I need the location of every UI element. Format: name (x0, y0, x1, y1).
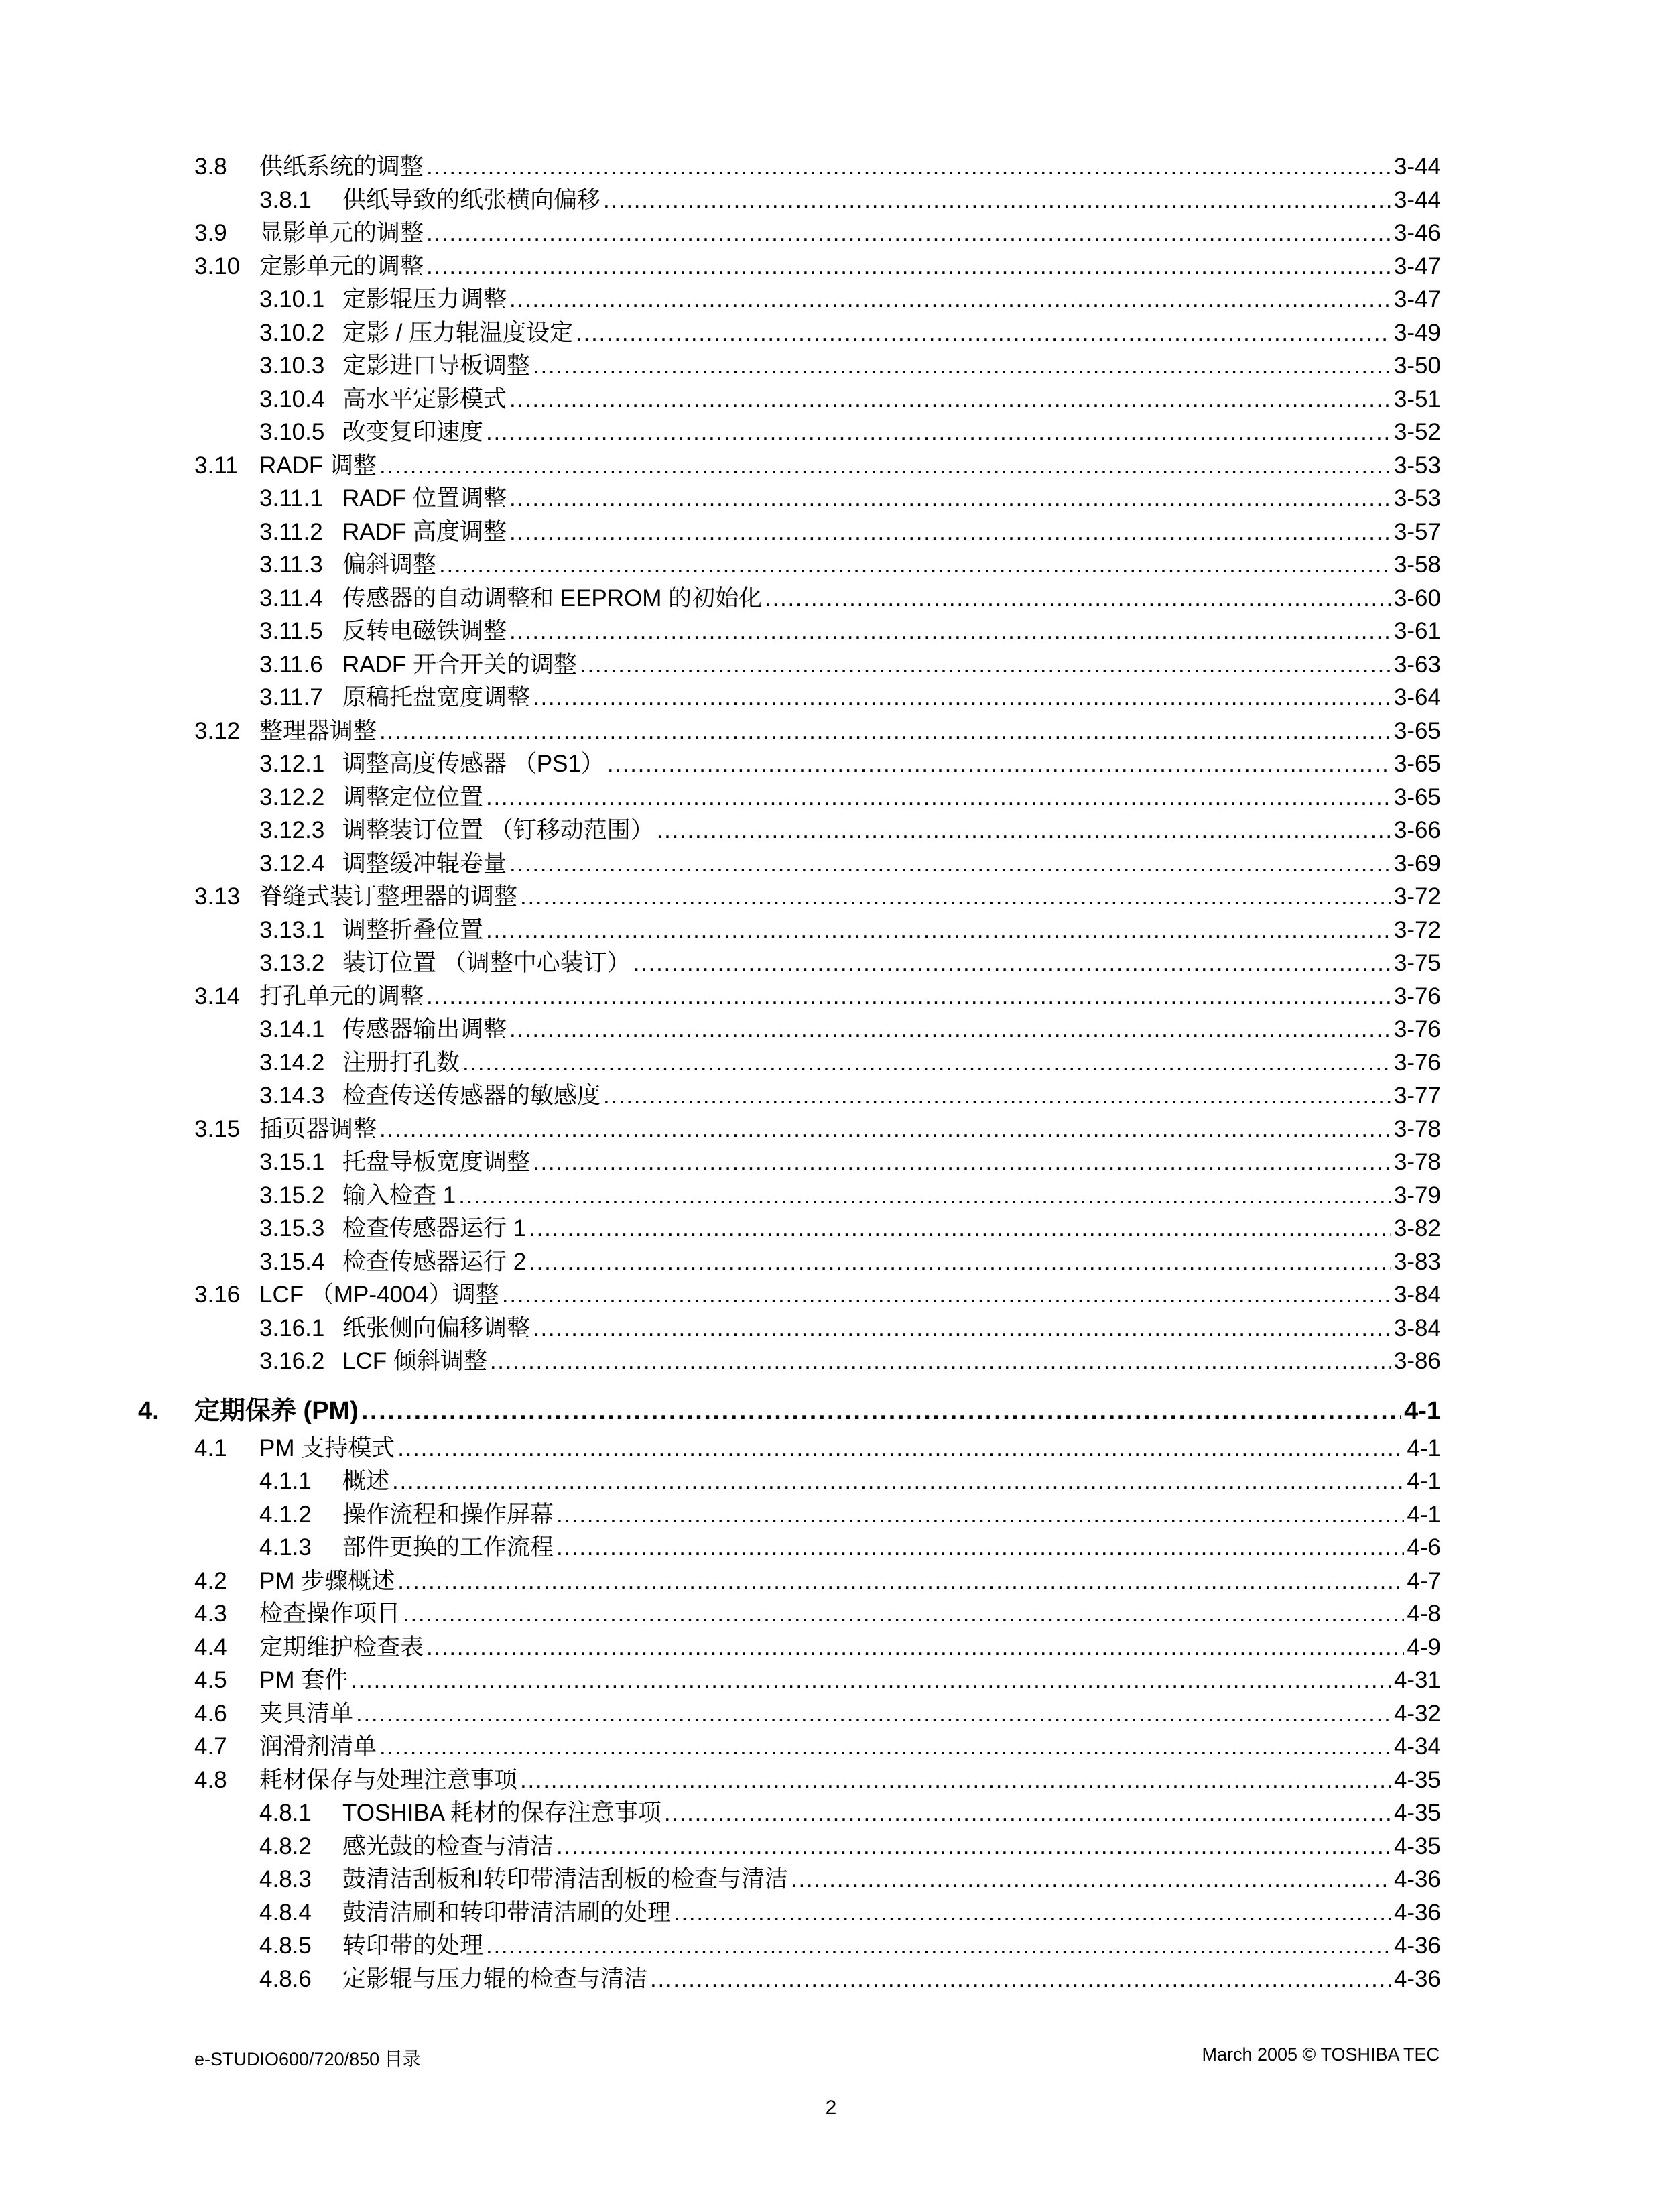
toc-dot-leader (509, 615, 1391, 648)
toc-entry-title: 定影 / 压力辊温度设定 (342, 319, 574, 346)
toc-entry-title: 鼓清洁刮板和转印带清洁刮板的检查与清洁 (342, 1866, 789, 1892)
toc-entry-page: 4-35 (1393, 1766, 1441, 1793)
toc-entry-number: 3.13.2 (259, 950, 325, 976)
toc-entry[interactable] (194, 1796, 1441, 1830)
toc-entry-number: 3.12.1 (259, 751, 325, 777)
toc-entry-number: 3.8 (194, 153, 227, 180)
toc-entry[interactable] (194, 150, 1441, 184)
toc-entry-title: 供纸导致的纸张横向偏移 (342, 186, 601, 213)
toc-entry-page: 3-84 (1393, 1282, 1441, 1308)
toc-entry-title: LCF 倾斜调整 (342, 1348, 487, 1374)
toc-dot-leader (509, 515, 1391, 549)
toc-entry-page: 4-36 (1393, 1899, 1441, 1926)
toc-dot-leader (379, 715, 1391, 748)
toc-chapter-entry[interactable] (138, 1393, 1441, 1429)
toc-entry-title: 插页器调整 (259, 1115, 377, 1142)
toc-entry-page: 3-53 (1393, 452, 1441, 479)
toc-entry-number: 4.8.2 (259, 1833, 312, 1859)
toc-dot-leader (529, 1245, 1391, 1279)
toc-entry[interactable] (194, 1079, 1441, 1113)
toc-entry-title: 部件更换的工作流程 (342, 1534, 554, 1560)
toc-entry[interactable] (194, 1013, 1441, 1046)
toc-entry-title: TOSHIBA 耗材的保存注意事项 (342, 1800, 661, 1826)
toc-entry-page: 3-66 (1393, 817, 1441, 843)
toc-entry[interactable] (194, 946, 1441, 980)
toc-entry-title: 定期维护检查表 (259, 1634, 424, 1660)
toc-dot-leader (520, 880, 1391, 914)
toc-entry-page: 3-64 (1393, 684, 1441, 711)
toc-dot-leader (633, 946, 1391, 980)
toc-entry-title: 托盘导板宽度调整 (342, 1149, 531, 1175)
toc-dot-leader (490, 1345, 1391, 1378)
toc-entry-number: 3.12.3 (259, 817, 325, 843)
table-of-contents (138, 150, 1441, 1995)
page-number: 2 (825, 2097, 837, 2119)
toc-entry[interactable] (194, 1896, 1441, 1930)
toc-entry[interactable] (194, 217, 1441, 250)
toc-entry[interactable] (194, 1631, 1441, 1664)
toc-entry-page: 3-58 (1393, 552, 1441, 578)
toc-entry-page: 3-49 (1393, 319, 1441, 346)
toc-entry-number: 3.11.7 (259, 684, 323, 711)
toc-dot-leader (426, 1631, 1404, 1664)
toc-entry-number: 3.15.2 (259, 1182, 325, 1209)
toc-dot-leader (603, 1079, 1391, 1113)
footer-copyright: March 2005 © TOSHIBA TEC (1202, 2044, 1440, 2065)
toc-entry-title: RADF 开合开关的调整 (342, 651, 578, 678)
toc-dot-leader (520, 1764, 1391, 1797)
toc-entry-page: 3-65 (1393, 717, 1441, 744)
toc-entry-title: PM 套件 (259, 1667, 348, 1693)
toc-dot-leader (426, 980, 1391, 1013)
toc-entry[interactable] (194, 1465, 1441, 1498)
toc-entry-number: 3.12 (194, 717, 241, 744)
toc-dot-leader (361, 1393, 1401, 1429)
toc-entry-number: 4.5 (194, 1667, 227, 1693)
toc-entry-page: 3-69 (1393, 850, 1441, 877)
toc-dot-leader (350, 1664, 1391, 1697)
toc-entry-number: 4.1.2 (259, 1501, 312, 1528)
toc-entry-number: 3.8.1 (259, 186, 312, 213)
toc-dot-leader (791, 1863, 1391, 1896)
toc-entry-page: 4-34 (1393, 1733, 1441, 1760)
toc-entry-title: 传感器的自动调整和 EEPROM 的初始化 (342, 585, 763, 611)
toc-entry-title: RADF 位置调整 (342, 485, 507, 511)
toc-entry-number: 3.10.5 (259, 419, 325, 445)
toc-entry[interactable] (194, 383, 1441, 416)
toc-entry[interactable] (194, 814, 1441, 847)
toc-dot-leader (576, 316, 1391, 350)
toc-entry-page: 3-65 (1393, 784, 1441, 810)
toc-entry[interactable] (194, 1564, 1441, 1598)
toc-entry-number: 4.1 (194, 1434, 227, 1461)
toc-entry-number: 3.11.5 (259, 618, 323, 644)
toc-entry-page: 4-9 (1407, 1634, 1441, 1660)
toc-entry-title: 偏斜调整 (342, 552, 437, 578)
toc-entry-page: 4-1 (1407, 1501, 1441, 1528)
toc-entry-number: 3.10.4 (259, 385, 325, 412)
toc-entry-page: 4-8 (1407, 1601, 1441, 1627)
toc-entry[interactable] (194, 1146, 1441, 1179)
toc-entry-title: 润滑剂清单 (259, 1733, 377, 1760)
toc-entry-page: 4-1 (1407, 1434, 1441, 1461)
toc-dot-leader (674, 1896, 1391, 1930)
toc-entry[interactable] (194, 250, 1441, 284)
toc-entry[interactable] (194, 1245, 1441, 1279)
toc-entry-title: 定影辊与压力辊的检查与清洁 (342, 1965, 648, 1992)
toc-dot-leader (533, 1312, 1391, 1345)
toc-entry-page: 3-61 (1393, 618, 1441, 644)
toc-entry-number: 3.14 (194, 983, 241, 1009)
toc-entry-page: 4-1 (1407, 1468, 1441, 1494)
toc-entry[interactable] (194, 582, 1441, 615)
toc-entry-number: 4.8.1 (259, 1800, 312, 1826)
toc-entry-number: 4.3 (194, 1601, 227, 1627)
toc-entry[interactable] (194, 1764, 1441, 1797)
toc-entry-page: 3-44 (1393, 186, 1441, 213)
toc-entry-page: 4-35 (1393, 1800, 1441, 1826)
toc-entry-title: 概述 (342, 1468, 390, 1494)
toc-entry-page: 4-35 (1393, 1833, 1441, 1859)
toc-entry-page: 4-36 (1393, 1866, 1441, 1892)
toc-entry-title: 检查传感器运行 1 (342, 1215, 527, 1241)
toc-entry-number: 3.11.3 (259, 552, 323, 578)
toc-entry-title: 夹具清单 (259, 1700, 354, 1727)
toc-entry-title: 调整折叠位置 (342, 916, 484, 943)
toc-entry[interactable] (194, 781, 1441, 814)
toc-entry-title: 脊缝式装订整理器的调整 (259, 883, 518, 910)
toc-entry[interactable] (194, 914, 1441, 947)
toc-entry[interactable] (194, 449, 1441, 483)
toc-dot-leader (356, 1697, 1391, 1731)
toc-entry-number: 3.11.1 (259, 485, 323, 511)
toc-entry[interactable] (194, 482, 1441, 515)
toc-dot-leader (439, 548, 1391, 582)
toc-entry-page: 3-78 (1393, 1115, 1441, 1142)
toc-dot-leader (556, 1830, 1391, 1863)
toc-entry[interactable] (194, 1312, 1441, 1345)
toc-entry-title: 原稿托盘宽度调整 (342, 684, 531, 711)
toc-entry-page: 3-60 (1393, 585, 1441, 611)
toc-entry-number: 4.8.5 (259, 1932, 312, 1959)
toc-entry-title: 检查传送传感器的敏感度 (342, 1083, 601, 1109)
toc-dot-leader (509, 482, 1391, 515)
toc-entry-number: 4.8.3 (259, 1866, 312, 1892)
toc-entry-number: 3.16 (194, 1282, 241, 1308)
toc-entry[interactable] (194, 416, 1441, 449)
toc-entry-title: 鼓清洁刷和转印带清洁刷的处理 (342, 1899, 672, 1926)
toc-entry-title: 传感器输出调整 (342, 1016, 507, 1042)
toc-entry-page: 3-79 (1393, 1182, 1441, 1209)
toc-dot-leader (765, 582, 1391, 615)
toc-entry[interactable] (194, 1697, 1441, 1731)
toc-entry[interactable] (194, 1963, 1441, 1996)
toc-entry-title: RADF 调整 (259, 452, 377, 479)
toc-entry-number: 4.7 (194, 1733, 227, 1760)
toc-entry-title: PM 支持模式 (259, 1434, 395, 1461)
toc-dot-leader (509, 383, 1391, 416)
toc-entry-page: 3-72 (1393, 883, 1441, 910)
toc-dot-leader (397, 1432, 1404, 1465)
toc-entry-page: 4-32 (1393, 1700, 1441, 1727)
toc-entry-number: 3.14.1 (259, 1016, 325, 1042)
toc-entry-number: 3.11.6 (259, 651, 323, 678)
toc-dot-leader (533, 681, 1391, 715)
toc-entry-number: 3.14.3 (259, 1083, 325, 1109)
toc-entry[interactable] (194, 349, 1441, 383)
toc-entry[interactable] (194, 980, 1441, 1013)
toc-entry-title: 检查传感器运行 2 (342, 1248, 527, 1275)
toc-entry-title: 高水平定影模式 (342, 385, 507, 412)
toc-entry[interactable] (194, 1730, 1441, 1764)
toc-entry[interactable] (194, 1531, 1441, 1564)
toc-dot-leader (392, 1465, 1404, 1498)
toc-dot-leader (657, 814, 1391, 847)
toc-entry-title: 定影单元的调整 (259, 253, 424, 280)
toc-entry-number: 4.8.6 (259, 1965, 312, 1992)
toc-dot-leader (556, 1531, 1404, 1564)
toc-entry-number: 4.8 (194, 1766, 227, 1793)
toc-entry-number: 3.11.4 (259, 585, 323, 611)
toc-entry-number: 3.11 (194, 452, 239, 479)
toc-dot-leader (458, 1179, 1391, 1213)
toc-entry-page: 4-1 (1404, 1396, 1441, 1425)
toc-entry-page: 4-31 (1393, 1667, 1441, 1693)
toc-entry-page: 3-51 (1393, 385, 1441, 412)
toc-dot-leader (509, 1013, 1391, 1046)
toc-dot-leader (462, 1046, 1391, 1080)
toc-entry-number: 3.16.1 (259, 1314, 325, 1341)
toc-entry[interactable] (194, 184, 1441, 217)
toc-entry[interactable] (194, 747, 1441, 781)
toc-entry[interactable] (194, 1212, 1441, 1245)
toc-entry-title: 定影辊压力调整 (342, 286, 507, 312)
toc-entry[interactable] (194, 1664, 1441, 1697)
toc-entry-page: 3-76 (1393, 1016, 1441, 1042)
toc-entry[interactable] (194, 648, 1441, 682)
toc-entry-page: 3-84 (1393, 1314, 1441, 1341)
toc-entry-title: 打孔单元的调整 (259, 983, 424, 1009)
toc-entry-page: 3-86 (1393, 1348, 1441, 1374)
toc-entry-page: 3-46 (1393, 220, 1441, 246)
toc-entry-title: 定期保养 (PM) (194, 1396, 359, 1425)
toc-entry[interactable] (194, 1278, 1441, 1312)
toc-entry-title: 调整定位位置 (342, 784, 484, 810)
toc-entry-number: 4. (138, 1396, 159, 1425)
toc-entry-number: 3.16.2 (259, 1348, 325, 1374)
toc-dot-leader (403, 1597, 1404, 1631)
toc-entry-title: 调整缓冲辊卷量 (342, 850, 507, 877)
toc-entry-page: 3-75 (1393, 950, 1441, 976)
toc-entry-page: 3-83 (1393, 1248, 1441, 1275)
toc-entry-title: 改变复印速度 (342, 419, 484, 445)
toc-entry-title: 调整装订位置 （钉移动范围） (342, 817, 654, 843)
toc-entry-title: 供纸系统的调整 (259, 153, 424, 180)
toc-entry-title: 装订位置 （调整中心装订） (342, 950, 631, 976)
toc-dot-leader (486, 416, 1391, 449)
toc-entry-title: 定影进口导板调整 (342, 353, 531, 379)
toc-entry[interactable] (194, 1830, 1441, 1863)
toc-dot-leader (533, 349, 1391, 383)
toc-entry-page: 3-76 (1393, 1049, 1441, 1076)
toc-entry-title: 检查操作项目 (259, 1601, 401, 1627)
toc-entry-page: 3-57 (1393, 518, 1441, 545)
toc-entry[interactable] (194, 515, 1441, 549)
toc-entry-title: 纸张侧向偏移调整 (342, 1314, 531, 1341)
toc-entry-number: 3.9 (194, 220, 227, 246)
toc-entry-page: 3-82 (1393, 1215, 1441, 1241)
toc-entry-page: 4-7 (1407, 1567, 1441, 1594)
toc-entry-title: 整理器调整 (259, 717, 377, 744)
toc-entry-number: 3.15.4 (259, 1248, 325, 1275)
toc-entry-number: 3.11.2 (259, 518, 323, 545)
toc-entry[interactable] (194, 681, 1441, 715)
toc-dot-leader (533, 1146, 1391, 1179)
toc-entry[interactable] (194, 1498, 1441, 1532)
toc-entry-page: 3-63 (1393, 651, 1441, 678)
toc-entry-title: 反转电磁铁调整 (342, 618, 507, 644)
toc-entry-number: 4.2 (194, 1567, 227, 1594)
toc-entry[interactable] (194, 1597, 1441, 1631)
toc-entry-number: 4.1.3 (259, 1534, 312, 1560)
toc-entry-number: 4.6 (194, 1700, 227, 1727)
toc-entry[interactable] (194, 1863, 1441, 1896)
toc-dot-leader (650, 1963, 1391, 1996)
toc-dot-leader (486, 1929, 1391, 1963)
toc-entry-page: 3-44 (1393, 153, 1441, 180)
toc-entry-title: 注册打孔数 (342, 1049, 460, 1076)
toc-entry-page: 4-36 (1393, 1965, 1441, 1992)
toc-dot-leader (580, 648, 1391, 682)
toc-entry-number: 3.13.1 (259, 916, 325, 943)
footer-model-label: e-STUDIO600/720/850 目录 (194, 2049, 421, 2069)
toc-entry[interactable] (194, 1179, 1441, 1213)
toc-dot-leader (664, 1796, 1391, 1830)
toc-entry[interactable] (194, 1929, 1441, 1963)
toc-entry[interactable] (194, 715, 1441, 748)
toc-entry-page: 3-72 (1393, 916, 1441, 943)
toc-entry[interactable] (194, 1113, 1441, 1146)
toc-entry-page: 3-50 (1393, 353, 1441, 379)
toc-entry-page: 3-52 (1393, 419, 1441, 445)
toc-entry-number: 3.10.2 (259, 319, 325, 346)
toc-dot-leader (509, 283, 1391, 316)
toc-dot-leader (486, 914, 1391, 947)
toc-entry[interactable] (194, 1345, 1441, 1378)
toc-entry-title: 感光鼓的检查与清洁 (342, 1833, 554, 1859)
toc-dot-leader (529, 1212, 1391, 1245)
toc-entry[interactable] (194, 880, 1441, 914)
toc-dot-leader (509, 847, 1391, 881)
toc-entry-number: 3.15.1 (259, 1149, 325, 1175)
toc-entry-number: 3.10 (194, 253, 241, 280)
toc-entry-number: 3.10.3 (259, 353, 325, 379)
toc-entry-page: 3-78 (1393, 1149, 1441, 1175)
toc-entry-page: 3-77 (1393, 1083, 1441, 1109)
toc-entry-number: 3.15 (194, 1115, 241, 1142)
toc-entry[interactable] (194, 316, 1441, 350)
toc-entry-page: 4-36 (1393, 1932, 1441, 1959)
toc-dot-leader (486, 781, 1391, 814)
toc-entry-number: 3.15.3 (259, 1215, 325, 1241)
toc-entry-page: 3-76 (1393, 983, 1441, 1009)
toc-entry-number: 3.10.1 (259, 286, 325, 312)
toc-dot-leader (397, 1564, 1404, 1598)
toc-entry-page: 3-47 (1393, 286, 1441, 312)
toc-entry-title: 调整高度传感器 （PS1） (342, 751, 604, 777)
toc-entry-title: 显影单元的调整 (259, 220, 424, 246)
toc-entry[interactable] (194, 615, 1441, 648)
toc-entry-page: 3-47 (1393, 253, 1441, 280)
toc-entry[interactable] (194, 1046, 1441, 1080)
toc-dot-leader (379, 449, 1391, 483)
toc-dot-leader (556, 1498, 1404, 1532)
toc-entry-page: 3-65 (1393, 751, 1441, 777)
toc-entry[interactable] (194, 283, 1441, 316)
toc-entry-title: RADF 高度调整 (342, 518, 507, 545)
toc-dot-leader (502, 1278, 1391, 1312)
toc-entry-number: 4.8.4 (259, 1899, 312, 1926)
toc-entry-number: 3.13 (194, 883, 241, 910)
toc-entry-number: 3.12.4 (259, 850, 325, 877)
toc-entry-number: 4.4 (194, 1634, 227, 1660)
toc-entry-page: 3-53 (1393, 485, 1441, 511)
toc-entry-title: LCF （MP-4004）调整 (259, 1282, 499, 1308)
toc-entry[interactable] (194, 548, 1441, 582)
toc-dot-leader (426, 250, 1391, 284)
toc-entry-title: 转印带的处理 (342, 1932, 484, 1959)
toc-entry-title: 操作流程和操作屏幕 (342, 1501, 554, 1528)
toc-dot-leader (379, 1730, 1391, 1764)
toc-entry-number: 4.1.1 (259, 1468, 312, 1494)
toc-entry-number: 3.12.2 (259, 784, 325, 810)
toc-dot-leader (426, 150, 1391, 184)
toc-dot-leader (379, 1113, 1391, 1146)
toc-entry[interactable] (194, 847, 1441, 881)
toc-dot-leader (426, 217, 1391, 250)
toc-entry-title: 耗材保存与处理注意事项 (259, 1766, 518, 1793)
toc-dot-leader (607, 747, 1391, 781)
toc-entry-number: 3.14.2 (259, 1049, 325, 1076)
toc-entry[interactable] (194, 1432, 1441, 1465)
toc-entry-page: 4-6 (1407, 1534, 1441, 1560)
toc-entry-title: PM 步骤概述 (259, 1567, 395, 1594)
toc-entry-title: 输入检查 1 (342, 1182, 456, 1209)
toc-dot-leader (603, 184, 1391, 217)
